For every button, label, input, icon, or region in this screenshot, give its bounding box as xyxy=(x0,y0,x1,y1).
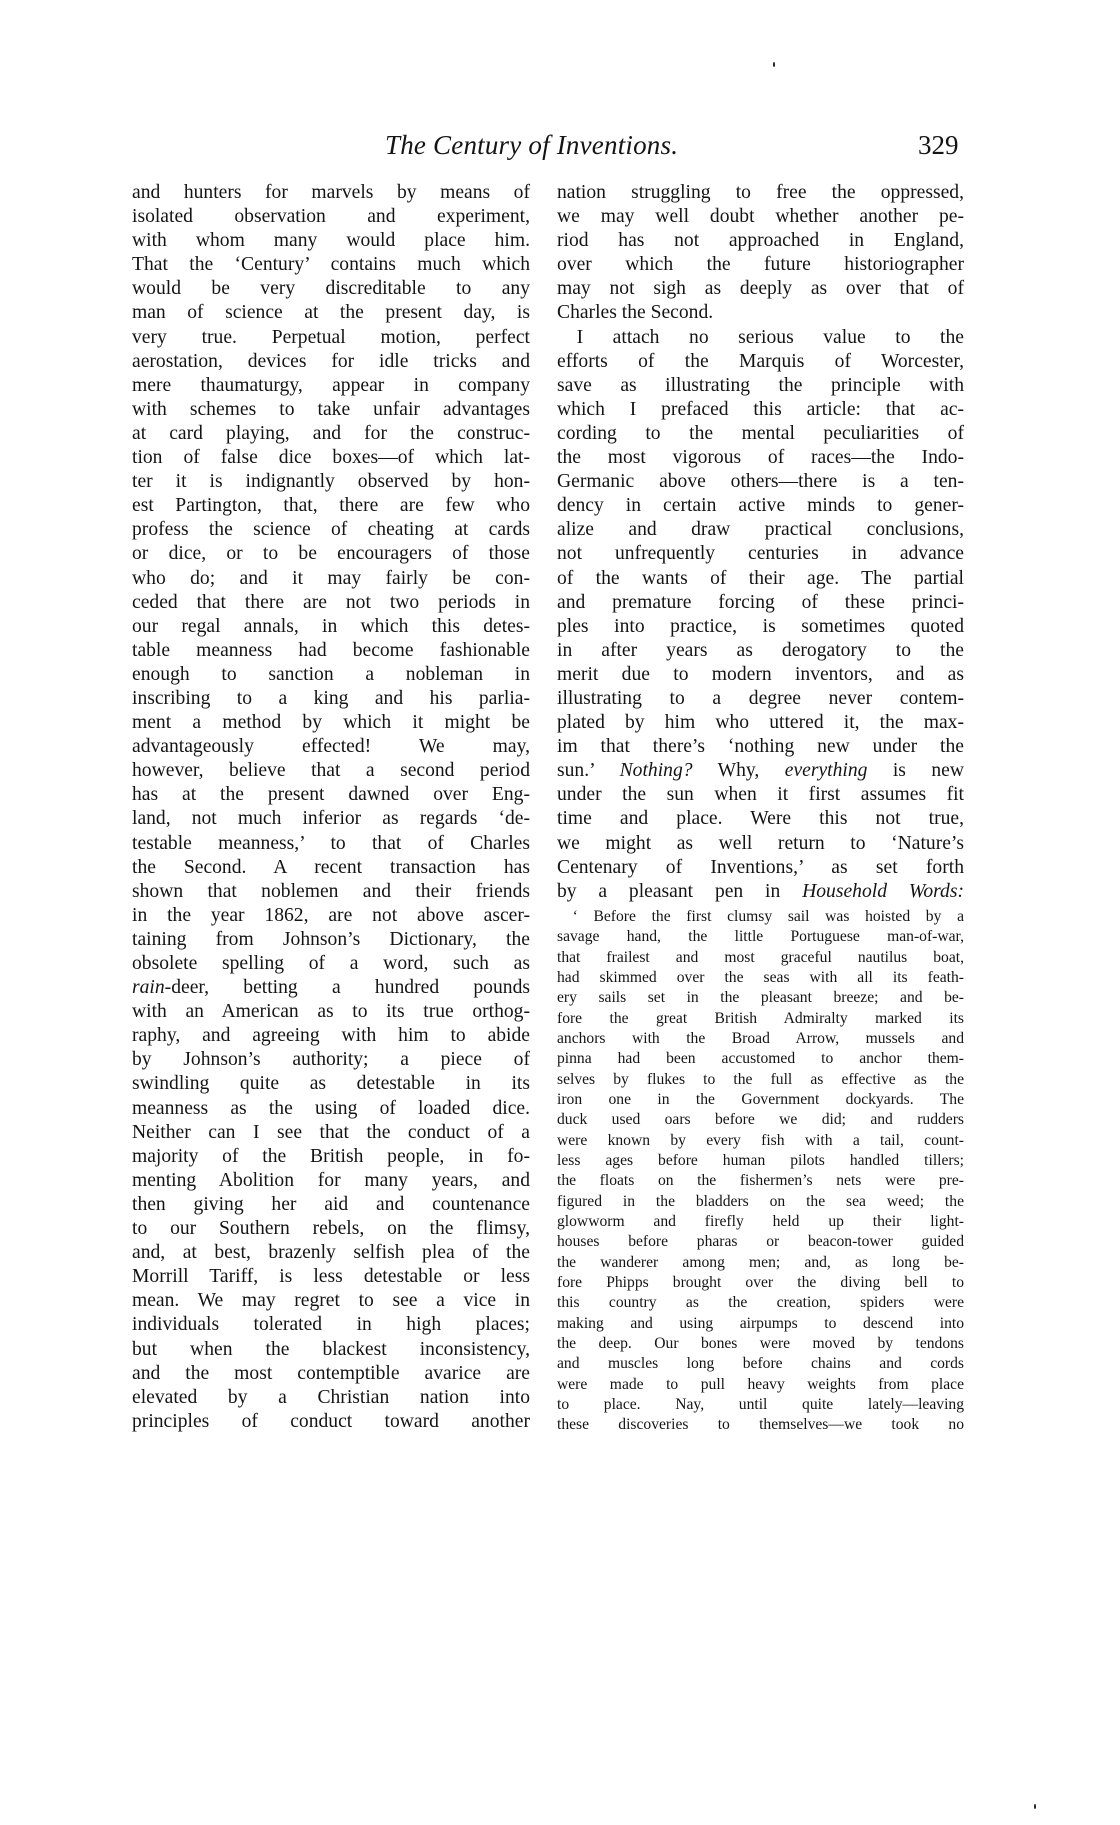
page-number: 329 xyxy=(918,130,959,160)
text-line: mean. We may regret to see a vice in xyxy=(132,1290,530,1312)
text-line: shown that noblemen and their friends xyxy=(132,880,530,902)
quote-line: ery sails set in the pleasant breeze; and be- xyxy=(557,989,964,1007)
text-line: in after years as derogatory to the xyxy=(557,639,964,661)
text-line: nation struggling to free the oppressed, xyxy=(557,182,964,203)
text-line: efforts of the Marquis of Worcester, xyxy=(557,350,964,372)
quote-line: selves by flukes to the full as effective as the xyxy=(557,1070,964,1088)
scan-speck xyxy=(1034,1804,1036,1809)
text-fragment: is new xyxy=(867,760,964,782)
text-fragment: -deer, betting a hundred pounds xyxy=(164,977,530,999)
quote-line: these discoveries to themselves—we took no xyxy=(557,1416,964,1434)
text-line: has at the present dawned over Eng- xyxy=(132,784,530,806)
text-fragment: by a pleasant pen in xyxy=(557,880,803,902)
quote-line: to place. Nay, until quite lately—leaving xyxy=(557,1396,964,1414)
quote-line: fore Phipps brought over the diving bell to xyxy=(557,1274,964,1291)
text-line: Neither can I see that the conduct of a xyxy=(132,1121,530,1143)
quote-line: were known by every fish with a tail, count- xyxy=(557,1131,964,1149)
text-line: may not sigh as deeply as over that of xyxy=(557,278,964,300)
quote-line: had skimmed over the seas with all its feath- xyxy=(557,968,964,986)
text-line: ment a method by which it might be xyxy=(132,712,530,734)
text-line: and premature forcing of these princi- xyxy=(557,591,964,613)
text-line: over which the future historiographer xyxy=(557,254,964,276)
text-line: to our Southern rebels, on the flimsy, xyxy=(132,1218,530,1240)
text-line: by Johnson’s authority; a piece of xyxy=(132,1049,530,1071)
paragraph-start-line: I attach no serious value to the xyxy=(557,326,964,348)
quote-line: less ages before human pilots handled tillers; xyxy=(557,1151,964,1169)
text-line: not unfrequently centuries in advance xyxy=(557,543,964,565)
text-line: merit due to modern inventors, and as xyxy=(557,663,964,685)
text-line: est Partington, that, there are few who xyxy=(132,495,530,517)
text-line: and the most contemptible avarice are xyxy=(132,1362,530,1384)
text-line: Morrill Tariff, is less detestable or less xyxy=(132,1266,530,1288)
quote-line: that frailest and most graceful nautilus boat, xyxy=(557,948,964,966)
text-line: individuals tolerated in high places; xyxy=(132,1314,530,1336)
quote-line: fore the great British Admiralty marked its xyxy=(557,1009,964,1027)
quote-line: figured in the bladders on the sea weed; the xyxy=(557,1192,964,1210)
quote-line: ‘ Before the first clumsy sail was hoisted by a xyxy=(557,907,964,925)
quote-line: this country as the creation, spiders were xyxy=(557,1294,964,1312)
text-line: save as illustrating the principle with xyxy=(557,374,964,396)
text-line: table meanness had become fashionable xyxy=(132,639,530,661)
text-line: inscribing to a king and his parlia- xyxy=(132,687,530,709)
text-line: raphy, and agreeing with him to abide xyxy=(132,1025,530,1047)
running-title: The Century of Inventions. xyxy=(385,130,679,160)
quote-line: the wanderer among men; and, as long be- xyxy=(557,1253,964,1271)
italic-word: Nothing? xyxy=(619,760,693,782)
text-fragment: Why, xyxy=(692,760,785,782)
text-line: under the sun when it first assumes fit xyxy=(557,784,964,806)
quote-line: were made to pull heavy weights from place xyxy=(557,1375,964,1393)
italic-word: rain xyxy=(132,977,165,999)
text-line: we might as well return to ‘Nature’s xyxy=(557,832,964,854)
text-line: swindling quite as detestable in its xyxy=(132,1073,530,1095)
italic-title: Household Words: xyxy=(802,880,964,902)
text-line-nothing xyxy=(557,759,964,783)
text-line: aerostation, devices for idle tricks and xyxy=(132,350,530,372)
right-column xyxy=(557,181,964,1436)
text-line: our regal annals, in which this detes- xyxy=(132,615,530,637)
quote-line: glowworm and firefly held up their light- xyxy=(557,1212,964,1230)
text-line: ples into practice, is sometimes quoted xyxy=(557,615,964,637)
text-line: very true. Perpetual motion, perfect xyxy=(132,326,530,348)
text-line: advantageously effected! We may, xyxy=(132,736,530,758)
text-line: isolated observation and experiment, xyxy=(132,206,530,228)
text-line: with whom many would place him. xyxy=(132,230,530,252)
text-line: menting Abolition for many years, and xyxy=(132,1169,530,1191)
quote-line: the deep. Our bones were moved by tendons xyxy=(557,1335,964,1353)
text-line: Centenary of Inventions,’ as set forth xyxy=(557,856,964,878)
text-line-raindeer xyxy=(132,976,530,1000)
text-line-household-words xyxy=(557,880,964,904)
text-line: at card playing, and for the construc- xyxy=(132,422,530,444)
text-line: the Second. A recent transaction has xyxy=(132,856,530,878)
text-line: in the year 1862, are not above ascer- xyxy=(132,904,530,926)
text-line: Germanic above others—there is a ten- xyxy=(557,471,964,493)
text-line: testable meanness,’ to that of Charles xyxy=(132,832,530,854)
italic-word: everything xyxy=(784,760,868,782)
text-line: would be very discreditable to any xyxy=(132,278,530,300)
quote-line: anchors with the Broad Arrow, mussels and xyxy=(557,1029,964,1047)
text-fragment: sun.’ xyxy=(557,760,620,782)
text-line: and hunters for marvels by means of xyxy=(132,182,530,203)
text-line: obsolete spelling of a word, such as xyxy=(132,953,530,974)
text-line: ceded that there are not two periods in xyxy=(132,591,530,613)
text-line: but when the blackest inconsistency, xyxy=(132,1338,530,1360)
text-line: we may well doubt whether another pe- xyxy=(557,206,964,228)
quote-line: duck used oars before we did; and rudders xyxy=(557,1111,964,1129)
text-line: time and place. Were this not true, xyxy=(557,808,964,830)
text-line: riod has not approached in England, xyxy=(557,230,964,252)
text-line: mere thaumaturgy, appear in company xyxy=(132,374,530,396)
text-line: with an American as to its true orthog- xyxy=(132,1001,530,1023)
text-line: illustrating to a degree never contem- xyxy=(557,687,964,709)
quote-line: the floats on the fishermen’s nets were pre- xyxy=(557,1172,964,1190)
text-line: which I prefaced this article: that ac- xyxy=(557,398,964,420)
paragraph-end-line: Charles the Second. xyxy=(557,302,714,324)
text-line: the most vigorous of races—the Indo- xyxy=(557,447,964,469)
scan-speck xyxy=(773,62,775,67)
text-line: im that there’s ‘nothing new under the xyxy=(557,736,964,758)
text-line: principles of conduct toward another xyxy=(132,1410,530,1432)
text-line: That the ‘Century’ contains much which xyxy=(132,254,530,276)
left-column xyxy=(132,181,530,1434)
text-line: cording to the mental peculiarities of xyxy=(557,422,964,444)
text-line: however, believe that a second period xyxy=(132,760,530,782)
text-line: enough to sanction a nobleman in xyxy=(132,663,530,685)
text-line: alize and draw practical conclusions, xyxy=(557,519,964,541)
text-line: dency in certain active minds to gener- xyxy=(557,495,964,517)
text-line: who do; and it may fairly be con- xyxy=(132,567,530,589)
quote-line: iron one in the Government dockyards. The xyxy=(557,1090,964,1108)
quote-line: and muscles long before chains and cords xyxy=(557,1355,964,1373)
text-line: plated by him who uttered it, the max- xyxy=(557,712,964,734)
text-line: tion of false dice boxes—of which lat- xyxy=(132,447,530,469)
quote-line: pinna had been accustomed to anchor them- xyxy=(557,1050,964,1068)
text-line: majority of the British people, in fo- xyxy=(132,1145,530,1167)
text-line: of the wants of their age. The partial xyxy=(557,567,964,589)
text-line: or dice, or to be encouragers of those xyxy=(132,543,530,565)
text-line: and, at best, brazenly selfish plea of the xyxy=(132,1242,530,1264)
block-quotation xyxy=(557,907,964,1436)
text-line: elevated by a Christian nation into xyxy=(132,1386,530,1408)
text-line: man of science at the present day, is xyxy=(132,302,530,324)
quote-line: houses before pharas or beacon-tower guided xyxy=(557,1233,964,1251)
text-line: ter it is indignantly observed by hon- xyxy=(132,471,530,493)
text-line: meanness as the using of loaded dice. xyxy=(132,1097,530,1119)
text-line: profess the science of cheating at cards xyxy=(132,519,530,541)
quote-line: savage hand, the little Portuguese man-of-war, xyxy=(557,928,964,946)
text-line: land, not much inferior as regards ‘de- xyxy=(132,808,530,830)
text-line: with schemes to take unfair advantages xyxy=(132,398,530,420)
quote-line: making and using airpumps to descend into xyxy=(557,1314,964,1332)
text-line: taining from Johnson’s Dictionary, the xyxy=(132,928,530,950)
text-line: then giving her aid and countenance xyxy=(132,1193,530,1215)
